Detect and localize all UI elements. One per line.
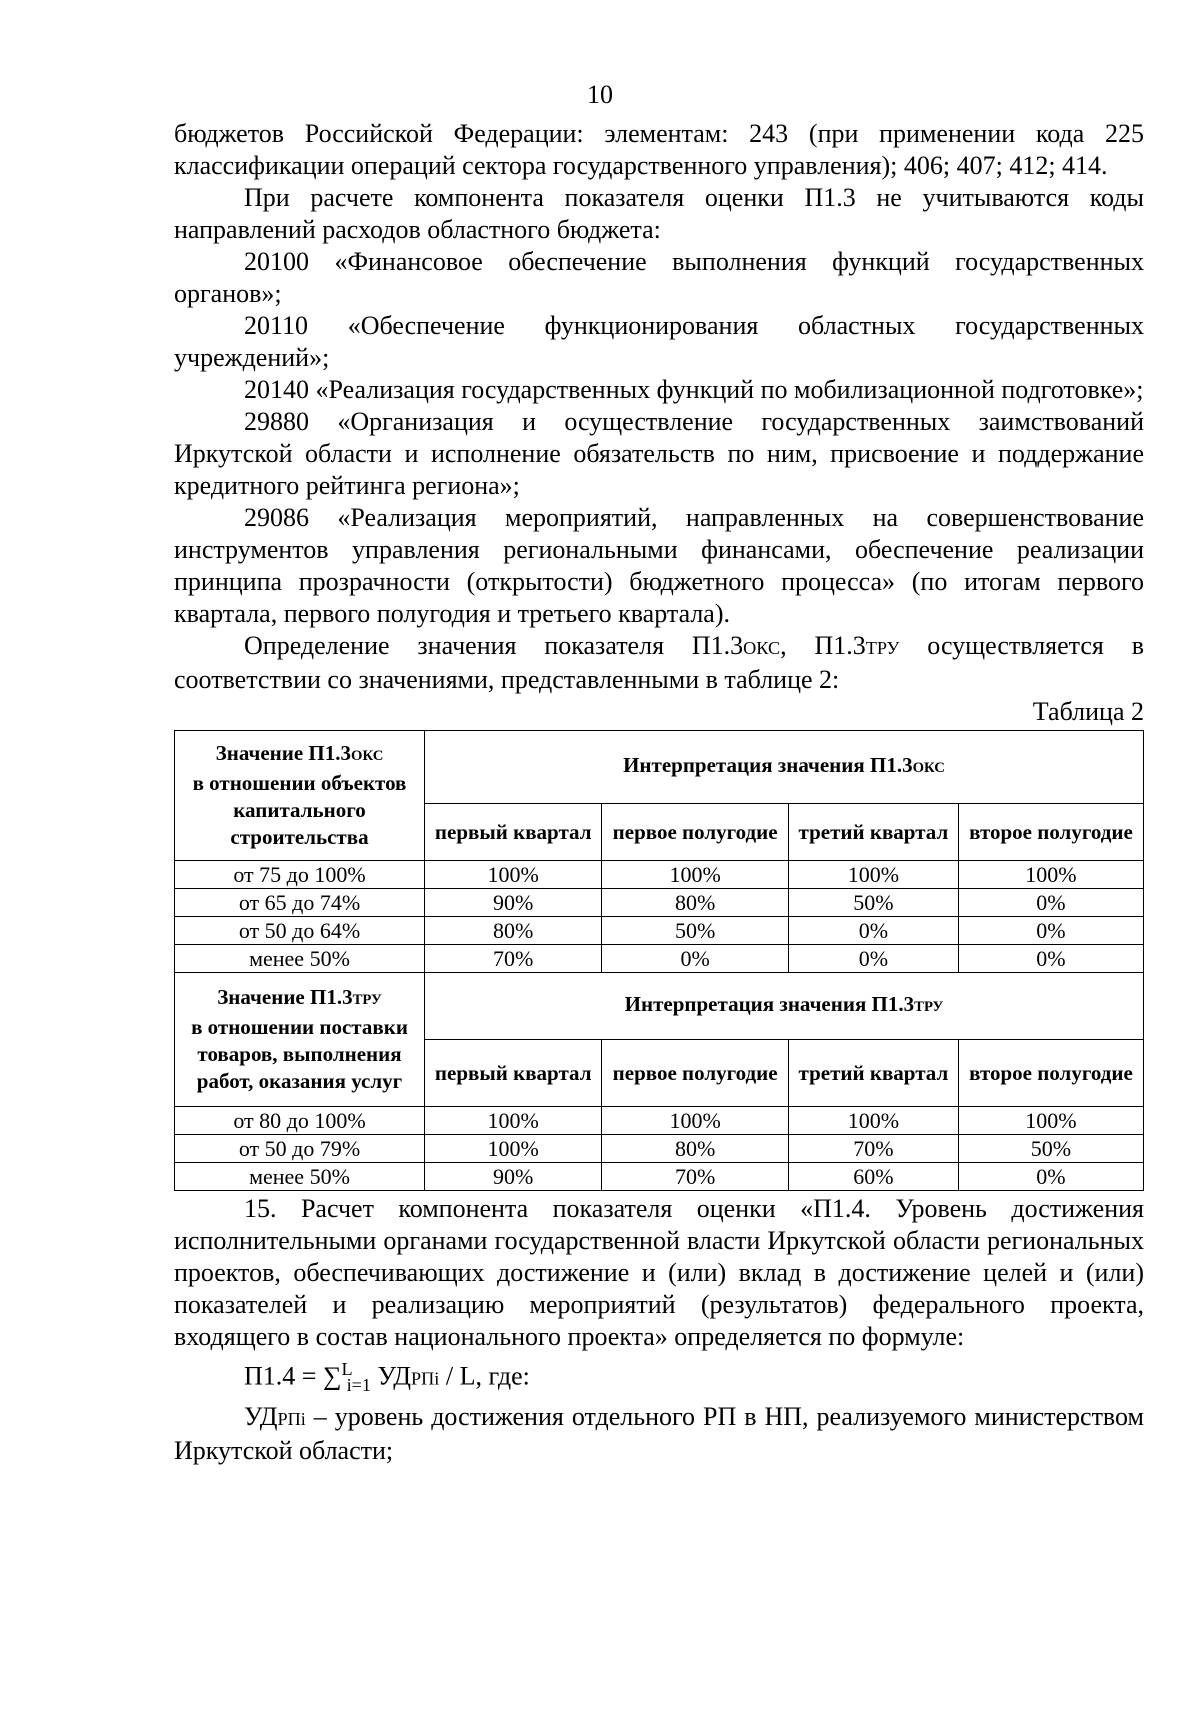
code-item: 29086 «Реализация мероприятий, направленных на совершенствование инструментов управления региональными финансами, обеспечение реализации принципа прозрачности (открытости) бюджетного процесса» (по итогам первого квартала, первого полугодия и третьего квартала).: [174, 503, 1144, 628]
paragraph-p14: 15. Расчет компонента показателя оценки «П1.4. Уровень достижения исполнительными органами государственной власти Иркутской области региональных проектов, обеспечивающих достижение и (или) вклад в достижение целей и (или) показателей и реализацию мероприятий (результатов) федерального проекта, входящего в состав национального проекта» определяется по формуле:: [174, 1194, 1144, 1351]
formula-p14: П1.4 = ∑$^L_{i=1}$ УДРПi / L, где:: [244, 1359, 530, 1395]
period-header: первый квартал: [425, 1040, 602, 1107]
table-row: от 75 до 100% 100% 100% 100% 100%: [175, 861, 1144, 889]
period-header: первый квартал: [425, 804, 602, 861]
table-row: менее 50% 90% 70% 60% 0%: [175, 1163, 1144, 1191]
period-header: третий квартал: [788, 1040, 958, 1107]
code-item: 20100 «Финансовое обеспечение выполнения функций государственных органов»;: [174, 247, 1144, 308]
code-item: 20140 «Реализация государственных функций по мобилизационной подготовке»;: [244, 375, 1144, 404]
paragraph-excluded-codes: При расчете компонента показателя оценки П1.3 не учитываются коды направлений расходов областного бюджета:: [174, 183, 1144, 244]
paragraph-definition: Определение значения показателя П1.3ОКС, П1.3ТРУ осуществляется в соответствии со значениями, представленными в таблице 2:: [174, 631, 1144, 694]
header-value-tru: Значение П1.3ТРУ в отношении поставки товаров, выполнения работ, оказания услуг: [175, 973, 425, 1107]
header-interpretation-tru: Интерпретация значения П1.3ТРУ: [425, 973, 1144, 1040]
table-caption: Таблица 2: [1032, 697, 1144, 726]
paragraph-budget-elements: бюджетов Российской Федерации: элементам: 243 (при применении кода 225 классификации операций сектора государственного управления); 406; 407; 412; 414.: [174, 119, 1144, 180]
table-row: от 50 до 64% 80% 50% 0% 0%: [175, 917, 1144, 945]
period-header: первое полугодие: [602, 1040, 788, 1107]
period-header: второе полугодие: [958, 804, 1143, 861]
definition-udrp: УДРПi – уровень достижения отдельного РП в НП, реализуемого министерством Иркутской области;: [174, 1401, 1144, 1465]
table-row: от 50 до 79% 100% 80% 70% 50%: [175, 1135, 1144, 1163]
header-interpretation-oks: Интерпретация значения П1.3ОКС: [425, 731, 1144, 804]
page-number: 10: [587, 80, 613, 109]
body-text: [174, 118, 1144, 1467]
period-header: второе полугодие: [958, 1040, 1143, 1107]
code-item: 20110 «Обеспечение функционирования областных государственных учреждений»;: [174, 311, 1144, 372]
period-header: первое полугодие: [602, 804, 788, 861]
table-row: от 80 до 100% 100% 100% 100% 100%: [175, 1107, 1144, 1135]
header-value-oks: Значение П1.3ОКС в отношении объектов капитального строительства: [175, 731, 425, 861]
period-header: третий квартал: [788, 804, 958, 861]
table-row: от 65 до 74% 90% 80% 50% 0%: [175, 889, 1144, 917]
table-2: [174, 730, 1144, 1191]
table-row: менее 50% 70% 0% 0% 0%: [175, 945, 1144, 973]
code-item: 29880 «Организация и осуществление государственных заимствований Иркутской области и исполнение обязательств по ним, присвоение и поддержание кредитного рейтинга региона»;: [174, 407, 1144, 500]
